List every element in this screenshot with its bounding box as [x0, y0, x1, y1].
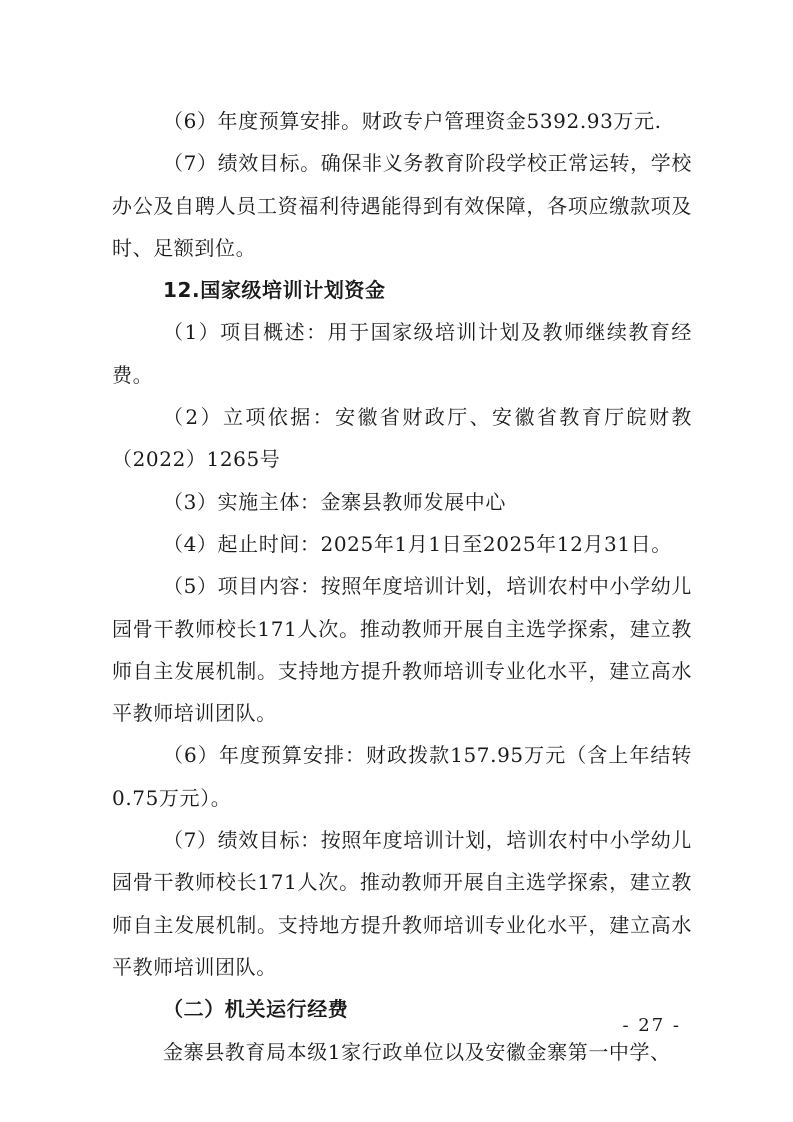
document-body — [112, 100, 692, 1073]
paragraph-budget-arrangement: （6）年度预算安排。财政专户管理资金5392.93万元. — [163, 109, 662, 133]
paragraph-project-basis: （2）立项依据：安徽省财政厅、安徽省教育厅皖财教（2022）1265号 — [112, 405, 692, 472]
paragraph-performance-target: （7）绩效目标：按照年度培训计划，培训农村中小学幼儿园骨干教师校长171人次。推动教师开展自主选学探索，建立教师自主发展机制。支持地方提升教师培训专业化水平，建立高水平教师培训团队。 — [112, 828, 692, 979]
section-heading-12: 12.国家级培训计划资金 — [163, 278, 386, 303]
paragraph-project-overview: （1）项目概述：用于国家级培训计划及教师继续教育经费。 — [112, 320, 692, 387]
paragraph-implementing-body: （3）实施主体：金寨县教师发展中心 — [163, 489, 506, 514]
paragraph-time-range: （4）起止时间：2025年1月1日至2025年12月31日。 — [163, 531, 672, 556]
section-heading-operating-funds: （二）机关运行经费 — [163, 997, 349, 1022]
paragraph-annual-budget: （6）年度预算安排：财政拨款157.95万元（含上年结转0.75万元）。 — [112, 743, 692, 810]
page-number: - 27 - — [622, 1015, 681, 1036]
paragraph-operating-funds-intro: 金寨县教育局本级1家行政单位以及安徽金寨第一中学、 — [163, 1039, 671, 1064]
paragraph-performance-goal: （7）绩效目标。确保非义务教育阶段学校正常运转，学校办公及自聘人员工资福利待遇能得到有效保障，各项应缴款项及时、足额到位。 — [112, 151, 692, 260]
paragraph-project-content: （5）项目内容：按照年度培训计划，培训农村中小学幼儿园骨干教师校长171人次。推动教师开展自主选学探索，建立教师自主发展机制。支持地方提升教师培训专业化水平，建立高水平教师培训团队。 — [112, 574, 692, 726]
